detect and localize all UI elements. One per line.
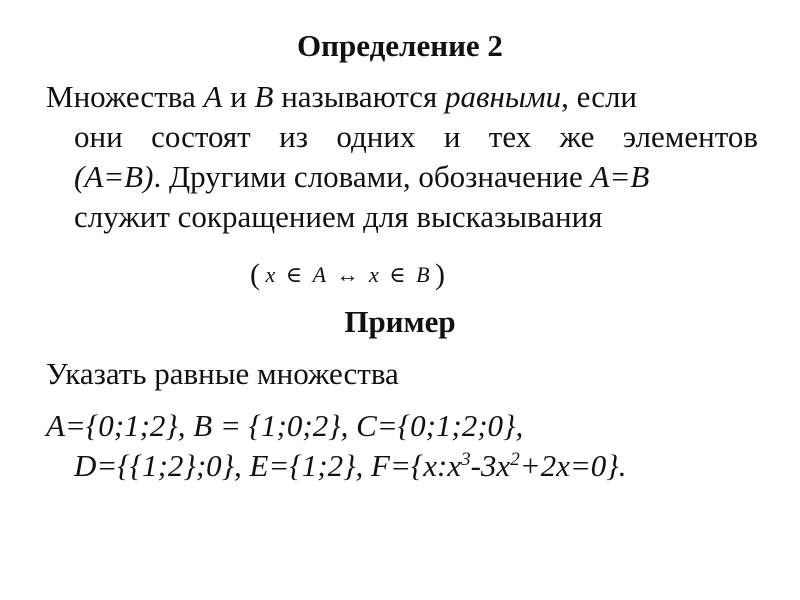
formula-variable: x: [369, 262, 379, 287]
exponent-2: 2: [510, 449, 520, 470]
formula-variable: x: [265, 262, 276, 287]
equivalence-arrow-icon: ↔: [336, 262, 359, 287]
definition-line-4: служит сокращением для высказывания: [74, 199, 603, 234]
example-task: Указать равные множества: [46, 356, 399, 391]
formula-open-paren: (: [250, 258, 260, 291]
set-definitions-d-e-f: D={{1;2};0}, E={1;2}, F={x:x: [74, 448, 462, 483]
set-b-symbol: B: [254, 79, 274, 114]
sets-row-1: A={0;1;2}, B = {1;0;2}, C={0;1;2;0},: [46, 408, 524, 443]
element-of-symbol: ∈: [285, 262, 303, 287]
formula-set-b: B: [416, 262, 430, 287]
text-fragment: , если: [561, 79, 638, 114]
equivalence-formula: [250, 258, 490, 292]
definition-line-1: [46, 77, 758, 117]
sets-row-2: [46, 446, 766, 486]
polynomial-tail: +2x=0}.: [519, 448, 627, 483]
example-sets: [46, 406, 766, 486]
element-of-symbol: ∈: [389, 262, 406, 287]
formula-set-a: A: [312, 262, 327, 287]
polynomial-term: -3x: [470, 448, 511, 483]
definition-line-3: [46, 157, 758, 197]
exponent-3: 3: [461, 449, 471, 470]
notation-a-equals-b: A=B: [590, 159, 650, 194]
text-fragment: и: [222, 79, 255, 114]
text-fragment: называются: [273, 79, 446, 114]
text-fragment: . Другими словами, обозначение: [153, 159, 591, 194]
notation-a-equals-b: (A=B): [74, 159, 154, 194]
formula-close-paren: ): [435, 258, 446, 291]
definition-text: [46, 77, 758, 237]
emphasis-equal: равными: [445, 79, 562, 114]
definition-line-2: они состоят из одних и тех же элементов: [74, 119, 758, 154]
example-title: Пример: [344, 304, 456, 339]
set-a-symbol: A: [203, 79, 223, 114]
text-fragment: Множества: [46, 79, 204, 114]
definition-title: Определение 2: [297, 28, 503, 63]
